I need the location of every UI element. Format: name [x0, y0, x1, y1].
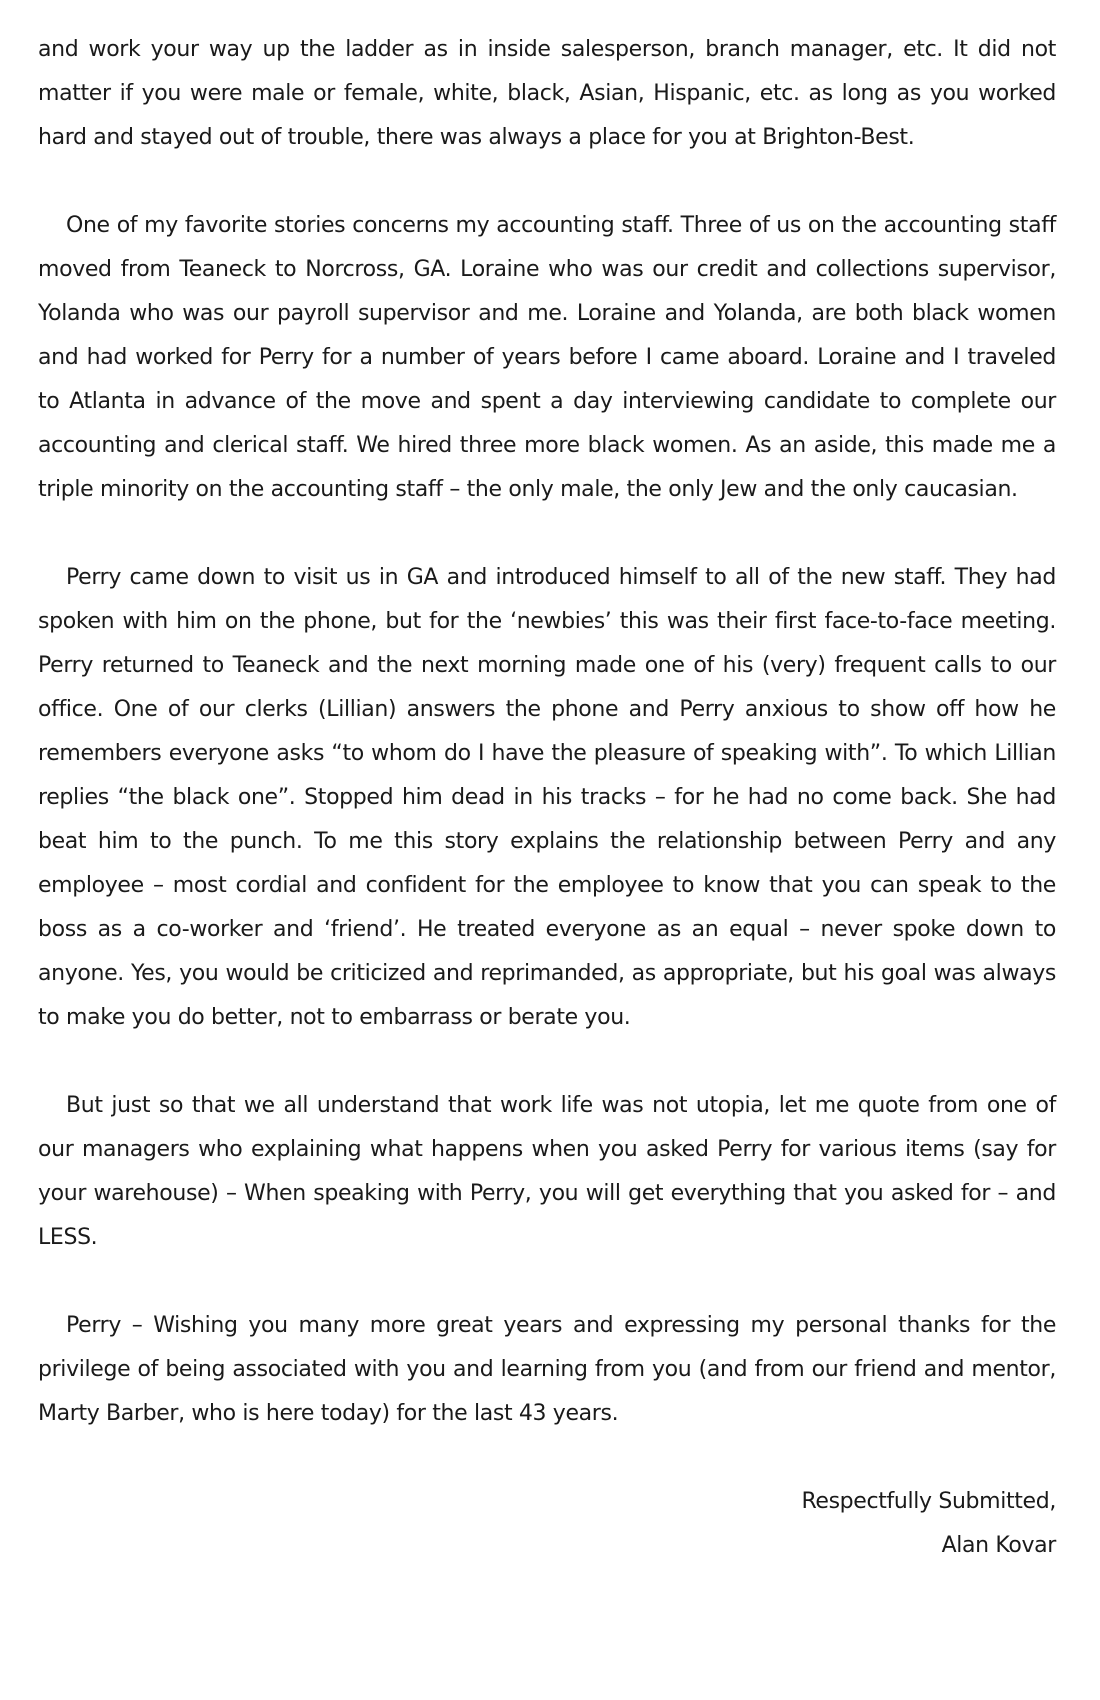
- signature-closing: Respectfully Submitted,: [801, 1489, 1056, 1514]
- signature-block: [38, 1480, 1056, 1568]
- paragraph-2: One of my favorite stories concerns my accounting staff. Three of us on the accounting staff moved from Teaneck to Norcross, GA. Loraine who was our credit and collections supervisor, Yolanda who was our payroll supervisor and me. Loraine and Yolanda, are both black women and had worked for Perry for a number of years before I came aboard. Loraine and I traveled to Atlanta in advance of the move and spent a day interviewing candidate to complete our accounting and clerical staff. We hired three more black women. As an aside, this made me a triple minority on the accounting staff – the only male, the only Jew and the only caucasian.: [38, 213, 1056, 502]
- paragraph-3: Perry came down to visit us in GA and introduced himself to all of the new staff. They had spoken with him on the phone, but for the ‘newbies’ this was their first face-to-face meeting. Perry returned to Teaneck and the next morning made one of his (very) frequent calls to our office. One of our clerks (Lillian) answers the phone and Perry anxious to show off how he remembers everyone asks “to whom do I have the pleasure of speaking with”. To which Lillian replies “the black one”. Stopped him dead in his tracks – for he had no come back. She had beat him to the punch. To me this story explains the relationship between Perry and any employee – most cordial and confident for the employee to know that you can speak to the boss as a co-worker and ‘friend’. He treated everyone as an equal – never spoke down to anyone. Yes, you would be criticized and reprimanded, as appropriate, but his goal was always to make you do better, not to embarrass or berate you.: [38, 565, 1056, 1030]
- paragraph-4: But just so that we all understand that work life was not utopia, let me quote from one of our managers who explaining what happens when you asked Perry for various items (say for your warehouse) – When speaking with Perry, you will get everything that you asked for – and LESS.: [38, 1093, 1056, 1250]
- paragraph-1: and work your way up the ladder as in inside salesperson, branch manager, etc. It did not matter if you were male or female, white, black, Asian, Hispanic, etc. as long as you worked hard and stayed out of trouble, there was always a place for you at Brighton-Best.: [38, 37, 1056, 150]
- letter-page: [38, 28, 1056, 1568]
- signature-name: Alan Kovar: [941, 1533, 1056, 1558]
- paragraph-5: Perry – Wishing you many more great years and expressing my personal thanks for the privilege of being associated with you and learning from you (and from our friend and mentor, Marty Barber, who is here today) for the last 43 years.: [38, 1313, 1056, 1426]
